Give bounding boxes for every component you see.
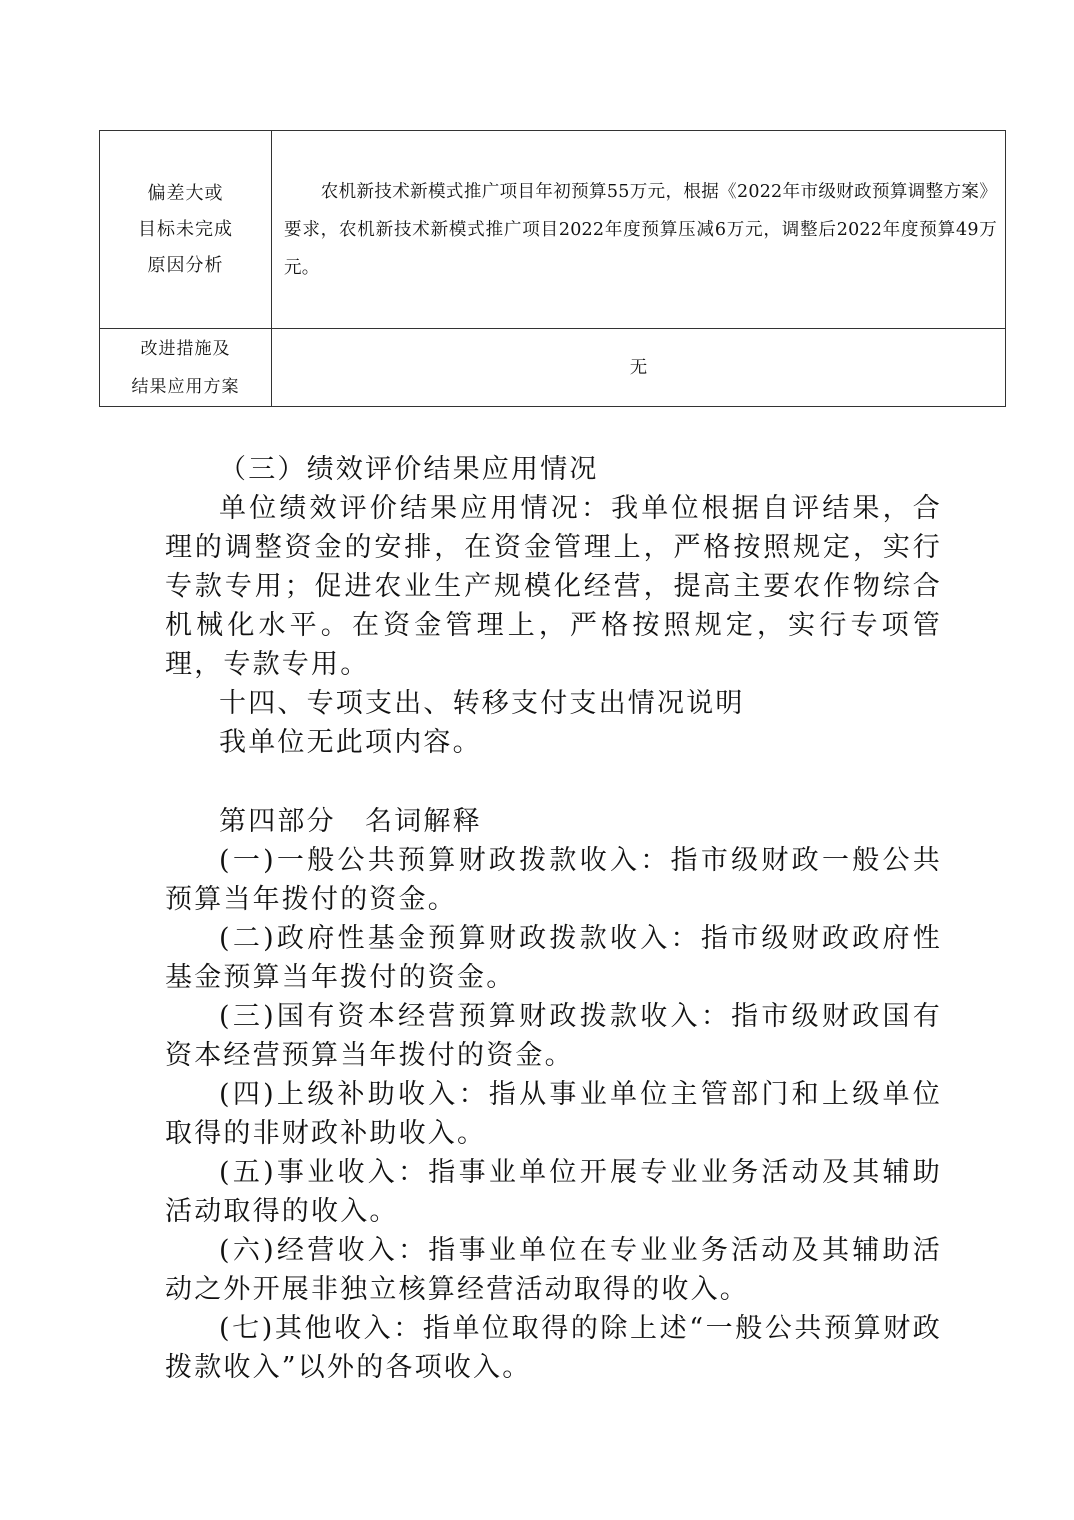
section-paragraph: 单位绩效评价结果应用情况：我单位根据自评结果，合理的调整资金的安排，在资金管理上，严格按照规定，实行专款专用；促进农业生产规模化经营，提高主要农作物综合机械化水平。在资金管理上，严格按照规定，实行专项管理，专款专用。 xyxy=(165,493,942,680)
glossary-item: (一)一般公共预算财政拨款收入：指市级财政一般公共预算当年拨付的资金。 xyxy=(165,845,942,915)
label-line: 改进措施及 xyxy=(140,338,231,359)
label-line: 原因分析 xyxy=(147,254,224,276)
section-heading: 十四、专项支出、转移支付支出情况说明 xyxy=(219,688,745,719)
table-row xyxy=(100,329,1006,407)
performance-table xyxy=(99,130,1006,407)
glossary-item: (六)经营收入：指事业单位在专业业务活动及其辅助活动之外开展非独立核算经营活动取得的收入。 xyxy=(165,1235,942,1305)
table-label-cell xyxy=(100,131,272,329)
section-heading: （三）绩效评价结果应用情况 xyxy=(219,454,599,485)
glossary-section xyxy=(165,802,942,1387)
table-label-cell xyxy=(100,329,272,407)
label-line: 目标未完成 xyxy=(138,218,233,240)
glossary-item: (二)政府性基金预算财政拨款收入：指市级财政政府性基金预算当年拨付的资金。 xyxy=(165,923,942,993)
table-content-cell xyxy=(272,131,1006,329)
improvement-plan-text: 无 xyxy=(272,329,1006,407)
results-section xyxy=(165,450,942,762)
label-line: 偏差大或 xyxy=(147,182,224,204)
deviation-analysis-text: 农机新技术新模式推广项目年初预算55万元，根据《2022年市级财政预算调整方案》要求，农机新技术新模式推广项目2022年度预算压减6万元，调整后2022年度预算49万元。 xyxy=(284,181,997,278)
table-row xyxy=(100,131,1006,329)
section-paragraph: 我单位无此项内容。 xyxy=(219,727,482,758)
label-line: 结果应用方案 xyxy=(131,376,240,397)
glossary-item: (七)其他收入：指单位取得的除上述“一般公共预算财政拨款收入”以外的各项收入。 xyxy=(165,1313,942,1383)
part-heading: 第四部分 名词解释 xyxy=(219,806,482,837)
glossary-item: (三)国有资本经营预算财政拨款收入：指市级财政国有资本经营预算当年拨付的资金。 xyxy=(165,1001,942,1071)
glossary-item: (五)事业收入：指事业单位开展专业业务活动及其辅助活动取得的收入。 xyxy=(165,1157,942,1227)
glossary-item: (四)上级补助收入：指从事业单位主管部门和上级单位取得的非财政补助收入。 xyxy=(165,1079,942,1149)
